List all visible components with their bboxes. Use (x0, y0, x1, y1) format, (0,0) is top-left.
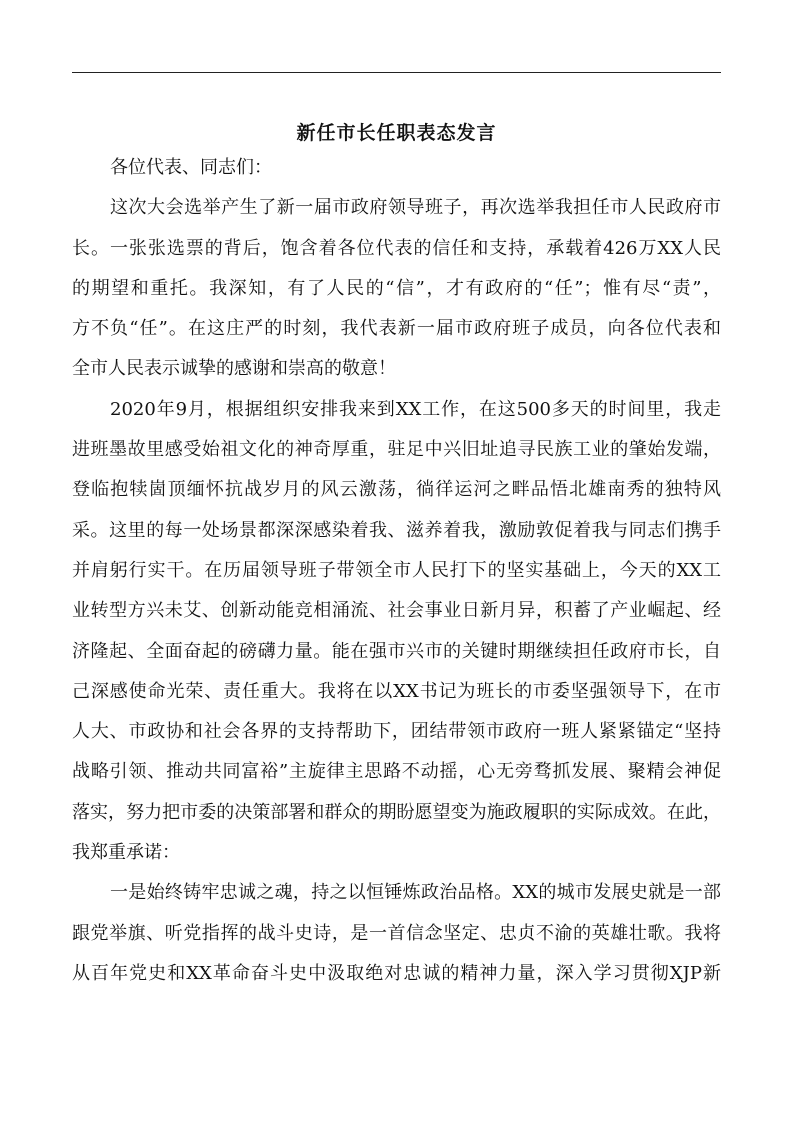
paragraph (72, 390, 721, 874)
text-line: 的期望和重托。我深知，有了人民的“信”，才有政府的“任”；惟有尽“责”， (72, 277, 721, 299)
text-line: 从百年党史和XX革命奋斗史中汲取绝对忠诚的精神力量，深入学习贯彻XJP新 (72, 962, 721, 984)
text-line: 业转型方兴未艾、创新动能竞相涌流、社会事业日新月异，积蓄了产业崛起、经 (72, 600, 721, 622)
document-title: 新任市长任职表态发言 (296, 122, 497, 144)
text-line: 落实，努力把市委的决策部署和群众的期盼愿望变为施政履职的实际成效。在此， (72, 801, 721, 823)
text-line: 采。这里的每一处场景都深深感染着我、滋养着我，激励敦促着我与同志们携手 (72, 519, 721, 541)
text-line: 全市人民表示诚挚的感谢和崇高的敬意！ (72, 358, 396, 380)
text-line: 这次大会选举产生了新一届市政府领导班子，再次选举我担任市人民政府市 (110, 197, 721, 219)
text-line: 方不负“任”。在这庄严的时刻，我代表新一届市政府班子成员，向各位代表和 (72, 318, 721, 340)
text-line: 人大、市政协和社会各界的支持帮助下，团结带领市政府一班人紧紧锚定“坚持 (72, 721, 721, 743)
text-line: 登临抱犊崮顶缅怀抗战岁月的风云激荡，徜徉运河之畔品悟北雄南秀的独特风 (72, 479, 721, 501)
text-line: 进班墨故里感受始祖文化的神奇厚重，驻足中兴旧址追寻民族工业的肇始发端， (72, 439, 721, 461)
paragraph (72, 873, 721, 994)
text-line: 一是始终铸牢忠诚之魂，持之以恒锤炼政治品格。XX的城市发展史就是一部 (110, 882, 721, 904)
text-line: 跟党举旗、听党指挥的战斗史诗，是一首信念坚定、忠贞不渝的英雄壮歌。我将 (72, 922, 721, 944)
header-rule (72, 72, 721, 73)
document-body (72, 148, 721, 994)
text-line: 战略引领、推动共同富裕”主旋律主思路不动摇，心无旁骛抓发展、聚精会神促 (72, 761, 721, 783)
text-line: 并肩躬行实干。在历届领导班子带领全市人民打下的坚实基础上，今天的XX工 (72, 559, 721, 581)
text-line: 己深感使命光荣、责任重大。我将在以XX书记为班长的市委坚强领导下，在市 (72, 680, 721, 702)
text-line: 长。一张张选票的背后，饱含着各位代表的信任和支持，承载着426万XX人民 (72, 237, 721, 259)
text-line: 济隆起、全面奋起的磅礴力量。能在强市兴市的关键时期继续担任政府市长，自 (72, 640, 721, 662)
text-line: 2020年9月，根据组织安排我来到XX工作，在这500多天的时间里，我走 (110, 398, 721, 420)
paragraph (72, 188, 721, 389)
text-line: 我郑重承诺： (72, 842, 180, 864)
greeting: 各位代表、同志们： (110, 157, 272, 178)
